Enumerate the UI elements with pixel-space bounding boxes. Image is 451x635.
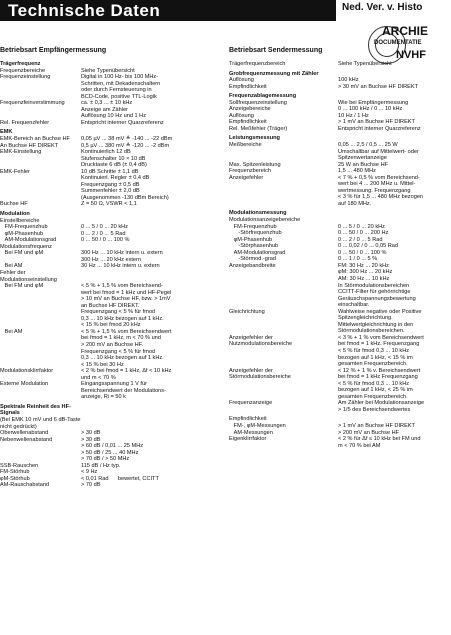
spec-value: > 200 mV an Buchse HF bbox=[338, 429, 400, 436]
spec-label: Bei FM und φM bbox=[0, 250, 44, 257]
spec-label: SSB-Rauschen bbox=[0, 462, 39, 469]
archive-note: Ned. Ver. v. Histo bbox=[342, 2, 423, 13]
spec-value: 0 ... 50 / 0 ... 100 % bbox=[338, 249, 387, 256]
spec-value: Siehe Typenübersicht bbox=[81, 67, 135, 74]
spec-label: Nebenwellenabstand bbox=[0, 436, 53, 443]
spec-row bbox=[229, 436, 451, 449]
spec-value: > 30 dB bbox=[81, 430, 101, 437]
spec-row bbox=[229, 368, 451, 401]
spec-label: Spektrale Reinheit des HF-Signals bbox=[0, 403, 71, 417]
spec-label: Modulationsanzeigebereiche bbox=[229, 217, 301, 224]
spec-value: Wahlweise negative oder Positive Spitzengleichrichtung. Mittelwertgleichrichtung in den Störmodulationsbereichen. bbox=[338, 308, 422, 335]
spec-value: Wie bei Empfängermessung bbox=[338, 99, 409, 106]
spec-label: Empfindlichkeit bbox=[229, 416, 267, 423]
spec-value: < 5 % + 1,5 % vom Bereichsend- wert bei fmod = 1 kHz und HF-Pegel > 10 mV an Buchse HF, bzw. > 1mV an Buchse HF DIREKT. Frequenzgang < 5 % für fmod 0,3 ... 10 kHz bezogen auf 1 kHz. < 15 % bei fmod 20 kHz bbox=[81, 283, 172, 329]
spec-value: < 9 Hz bbox=[81, 469, 98, 476]
spec-value: ca. ± 0,3 ... ± 10 kHz Anzeige am Zähler Auflösung 10 Hz und 1 Hz bbox=[81, 100, 146, 120]
spec-value: > 30 mV an Buchse HF DIREKT bbox=[338, 83, 419, 90]
spec-row bbox=[0, 417, 225, 430]
spec-label: (Bei EMK 10 mV und 6 dB-Taste nicht gedrückt) bbox=[0, 416, 83, 430]
transmitter-column bbox=[229, 46, 451, 449]
spec-value bbox=[81, 417, 225, 430]
spec-label: AM-Modulationsgrad bbox=[0, 237, 57, 244]
receiver-column bbox=[0, 46, 225, 489]
spec-row bbox=[229, 61, 451, 68]
spec-label: Modulationsklirrfaktor bbox=[0, 368, 54, 375]
spec-label: FM-Frequenzhub bbox=[229, 223, 277, 230]
spec-value: 0 ... 5 / 0 ... 20 kHz bbox=[338, 223, 385, 230]
spec-label: Anzeigefehler der Nutzmodulationsbereiche bbox=[229, 334, 293, 348]
spec-value: 0 ... 50 / 0 ... 200 Hz bbox=[338, 230, 389, 237]
spec-label: Bei FM und φM bbox=[0, 283, 44, 290]
spec-label: Gleichrichtung bbox=[229, 308, 265, 315]
spec-row bbox=[0, 169, 225, 202]
spec-value: > 1 mV an Buchse HF DIREKT bbox=[338, 119, 415, 126]
spec-value: 0 ... 1 / 0 ... 5 % bbox=[338, 256, 378, 263]
spec-value: 0 ... 2 / 0 ... 5 Rad bbox=[81, 230, 126, 237]
spec-label: EMK-Fehler bbox=[0, 168, 30, 175]
spec-label: Modulationsmessung bbox=[229, 210, 287, 217]
spec-value: Am Zähler bei Modulationsanzeige > 1/5 des Bereichsendwertes bbox=[338, 400, 425, 413]
stamp-text-1: ARCHIE bbox=[382, 24, 429, 38]
spec-value: 1,5 ... 480 MHz bbox=[338, 168, 376, 175]
spec-label: Trägerfrequenz bbox=[0, 61, 41, 67]
spec-value: < 2 % bei fmod = 1 kHz, Δf < 10 kHz und m < 70 % bbox=[81, 368, 172, 381]
spec-label: Bei AM bbox=[0, 328, 23, 335]
spec-value: > 70 dB bbox=[81, 482, 101, 489]
spec-value bbox=[81, 404, 225, 417]
spec-label: EMK-Einstellung bbox=[0, 149, 42, 156]
spec-row bbox=[229, 263, 451, 309]
spec-label: φM-Phasenhub bbox=[229, 236, 273, 243]
spec-value: < 2 % für Δf ≤ 10 kHz bei FM und m < 70 % bei AM bbox=[338, 436, 421, 449]
spec-label: Externe Modulation bbox=[0, 381, 49, 388]
spec-row bbox=[0, 437, 225, 463]
spec-label: Modulationsfrequenz bbox=[0, 243, 52, 250]
spec-label: Empfindlichkeit bbox=[229, 83, 267, 90]
spec-label: Sollfrequenzeinstellung bbox=[229, 99, 287, 106]
spec-label: AM-Rauschabstand bbox=[0, 482, 50, 489]
spec-label: Anzeigebereiche bbox=[229, 106, 271, 113]
page-title: Technische Daten bbox=[0, 0, 336, 21]
spec-label: Auflösung bbox=[229, 112, 254, 119]
spec-label: Max. Spitzenleistung bbox=[229, 161, 281, 168]
receiver-spec-list bbox=[0, 61, 225, 489]
spec-value: < 3 % + 1 % vom Bereichsendwert bei fmod = 1 kHz. Frequenzgang < 5 % für fmod 0,3 ... 10 kHz bezogen auf 1 kHz, < 15 % im gesamten Frequenzbereich. bbox=[338, 334, 424, 368]
spec-label: Auflösung bbox=[229, 77, 254, 84]
spec-row bbox=[0, 404, 225, 417]
stamp-text-2: DOCUMENTATIE bbox=[374, 40, 422, 46]
spec-value: 0 ... 5 / 0 ... 20 kHz bbox=[81, 224, 128, 231]
spec-value bbox=[81, 270, 225, 283]
spec-value: 0 ... 100 kHz / 0 ... 10 kHz bbox=[338, 106, 403, 113]
spec-value: 0,5 µV ... 380 mV ≙ -120 ... -2 dBm bbox=[81, 142, 170, 149]
transmitter-heading: Betriebsart Sendermessung bbox=[229, 47, 323, 54]
spec-row bbox=[0, 250, 225, 263]
spec-row bbox=[0, 201, 225, 208]
spec-label: Empfindlichkeit bbox=[229, 119, 267, 126]
spec-value: < 7 % + 0,5 % vom Bereichsend- wert bei 4 ... 200 MHz u. Mittel- wertmessung. Frequenzgang < 3 % für 1,5 ... 480 MHz bezogen auf 180 MHz. bbox=[338, 174, 424, 207]
spec-value: > 1 mV an Buchse HF DIREKT bbox=[338, 422, 415, 429]
spec-row bbox=[229, 175, 451, 208]
spec-value: Eingangsspannung 1 V für Bereichsendwert der Modulations- anzeige, Ri = 50 k bbox=[81, 381, 166, 401]
spec-row bbox=[229, 309, 451, 335]
spec-value: 115 dB / Hz typ. bbox=[81, 462, 121, 469]
spec-row bbox=[0, 120, 225, 127]
spec-label: An Buchse HF DIREKT bbox=[0, 142, 59, 149]
spec-value: 0 ... 50 / 0 ... 100 % bbox=[81, 237, 130, 244]
transmitter-spec-list bbox=[229, 61, 451, 449]
spec-value: 100 kHz bbox=[338, 77, 359, 84]
spec-value: 300 Hz ... 10 kHz intern u. extern 300 Hz ... 20 kHz extern bbox=[81, 250, 163, 263]
spec-value: 30 Hz ... 10 kHz intern u. extern bbox=[81, 263, 160, 270]
spec-label: FM-Frequenzhub bbox=[0, 224, 48, 231]
spec-label: φM-Phasenhub bbox=[0, 230, 44, 237]
spec-value: 10 dB Schritte ± 1,1 dB Kontinuierl. Regler ± 0,4 dB Frequenzgang ± 0,5 dB Summenfehler ± 2,0 dB (Ausgenommen -130 dBm Bereich) bbox=[81, 168, 169, 201]
spec-label: Grobfrequenzmessung mit Zähler bbox=[229, 70, 319, 77]
spec-label: FM-Störhub bbox=[0, 469, 30, 476]
spec-label: EMK bbox=[0, 129, 13, 136]
spec-value: < 0,01 Rad bewertet, CCITT bbox=[81, 475, 159, 482]
spec-label: Oberwellenabstand bbox=[0, 430, 49, 437]
spec-label: Rel. Meßfehler (Träger) bbox=[229, 125, 288, 132]
spec-label: Rel. Frequenzfehler bbox=[0, 119, 50, 126]
spec-label: Bei AM bbox=[0, 263, 23, 270]
spec-value: 0 ... 2 / 0 ... 5 Rad bbox=[338, 236, 383, 243]
spec-label: EMK-Bereich an Buchse HF bbox=[0, 136, 70, 143]
spec-value: Entspricht interner Quarzreferenz bbox=[81, 119, 164, 126]
spec-label: -Störfrequenzhub bbox=[229, 230, 282, 237]
spec-label: Buchse HF bbox=[0, 201, 28, 208]
spec-row bbox=[0, 381, 225, 401]
spec-row bbox=[0, 100, 225, 120]
spec-label: φM-Störhub bbox=[0, 475, 30, 482]
spec-label: AM-Modulationsgrad bbox=[229, 249, 286, 256]
spec-label: Trägerfrequenzbereich bbox=[229, 61, 286, 67]
spec-row bbox=[0, 270, 225, 283]
spec-row bbox=[229, 142, 451, 162]
spec-row bbox=[0, 74, 225, 100]
receiver-heading: Betriebsart Empfängermessung bbox=[0, 47, 107, 54]
spec-row bbox=[0, 368, 225, 381]
spec-value: Siehe Typenübersicht bbox=[338, 61, 392, 67]
spec-row bbox=[229, 400, 451, 413]
spec-label: Einstellbereiche bbox=[0, 217, 40, 224]
spec-value: Kontinuierlich 12 dB Stufenschalter 10 × 10 dB Drucktaste 6 dB (± 0,4 dB) bbox=[81, 149, 147, 169]
spec-label: Anzeigefehler der Störmodulationsbereiche bbox=[229, 367, 291, 381]
spec-value: < 5 % + 1,5 % vom Bereichsendwert bei fmod = 1 kHz, m < 70 % und > 200 mV an Buchse HF. Frequenzgang < 5 % für fmod 0,3 ... 10 kHz bezogen auf 1 kHz. < 15 % bei 30 Hz bbox=[81, 328, 172, 368]
spec-label: -Störphasenhub bbox=[229, 243, 279, 250]
spec-label: AM-Messungen bbox=[229, 429, 273, 436]
spec-label: Frequenzbereich bbox=[229, 168, 271, 175]
spec-value: Digital in 100 Hz- bis 100 MHz- Schritten, mit Dekadenschaltern oder durch Fernsteuerung in BCD-Code, positive TTL-Logik bbox=[81, 74, 161, 100]
spec-value: 25 W an Buchse HF bbox=[338, 161, 389, 168]
spec-label: Frequenzbereiche bbox=[0, 67, 46, 74]
spec-value: 0 ... 0,02 / 0 ... 0,05 Rad bbox=[338, 243, 399, 250]
spec-label: Frequenzablagemessung bbox=[229, 93, 297, 100]
stamp-text-3: NVHF bbox=[396, 49, 426, 61]
spec-value: 0,05 ... 2,5 / 0,5 ... 25 W Umschaltbar auf Mittelwert- oder Spitzenwertanzeige bbox=[338, 142, 419, 162]
spec-value: Entspricht interner Quarzreferenz bbox=[338, 125, 421, 132]
spec-row bbox=[229, 84, 451, 91]
spec-value: < 12 % + 1 % v. Bereichsendwert bei fmod = 1 kHz Frequenzgang < 5 % für fmod 0,3 ... 10 kHz bezogen auf 1 kHz, < 25 % im gesamten Frequenzbereich. bbox=[338, 367, 421, 400]
spec-label: Meßbereiche bbox=[229, 142, 262, 149]
spec-label: Frequenzfeinverstimmung bbox=[0, 100, 65, 107]
spec-row bbox=[0, 329, 225, 368]
spec-row bbox=[0, 283, 225, 329]
spec-label: Fehler der Modulationseinstellung bbox=[0, 269, 57, 283]
spec-row bbox=[0, 482, 225, 489]
spec-label: Frequenzanzeige bbox=[229, 400, 273, 407]
spec-value: 10 Hz / 1 Hz bbox=[338, 112, 369, 119]
spec-value: Z = 50 Ω, VSWR < 1,1 bbox=[81, 201, 137, 208]
spec-value: FM: 30 Hz ... 20 kHz φM: 300 Hz ... 20 kHz AM: 30 Hz ... 10 kHz In Störmodulationsbereichen CCITT-Filter für gehörrichtige Geräuschspannungsbewertung einschaltbar. bbox=[338, 262, 416, 309]
spec-value: > 30 dB > 60 dB / 0,01 ... 25 MHz > 50 dB / 25 ... 40 MHz > 70 dB / > 50 MHz bbox=[81, 436, 144, 463]
spec-row bbox=[0, 149, 225, 169]
spec-label: Leistungsmessung bbox=[229, 135, 280, 142]
spec-value: 0,05 µV ... 38 mV ≙ -140 ... -22 dBm bbox=[81, 136, 173, 143]
spec-label: Eigenklirrfaktor bbox=[229, 436, 267, 443]
spec-row bbox=[229, 335, 451, 368]
spec-label: Modulation bbox=[0, 211, 30, 218]
spec-label: FM-, φM-Messungen bbox=[229, 422, 286, 429]
spec-label: -Störmod.-grad bbox=[229, 256, 276, 263]
spec-label: Frequenzeinstellung bbox=[0, 74, 51, 81]
spec-label: Anzeigebandbreite bbox=[229, 262, 276, 269]
spec-row bbox=[229, 126, 451, 133]
spec-label: Anzeigefehler bbox=[229, 174, 264, 181]
